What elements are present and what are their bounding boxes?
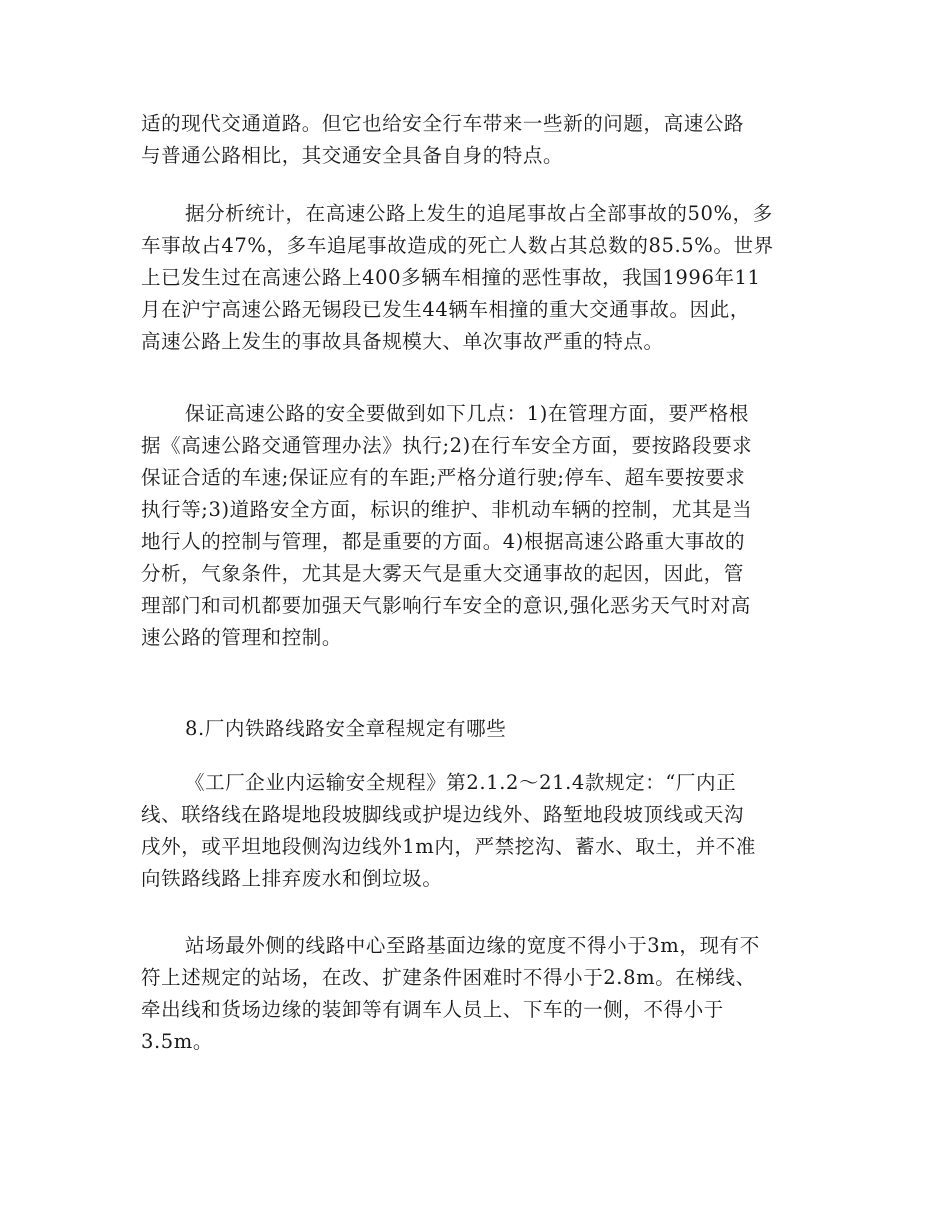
- paragraph-1: [141, 108, 811, 172]
- paragraph-2: [141, 198, 811, 358]
- text-line: 牵出线和货场边缘的装卸等有调车人员上、下车的一侧，不得小于: [141, 998, 724, 1021]
- text-line: 车事故占47%，多车追尾事故造成的死亡人数占其总数的85.5%。世界: [141, 234, 774, 257]
- text-line: 适的现代交通道路。但它也给安全行车带来一些新的问题，高速公路: [141, 112, 745, 135]
- paragraph-3: [141, 398, 811, 654]
- text-line: 地行人的控制与管理，都是重要的方面。4)根据高速公路重大事故的: [141, 530, 746, 553]
- text-line: 符上述规定的站场，在改、扩建条件困难时不得小于2.8m。在梯线、: [141, 966, 756, 989]
- text-line: 月在沪宁高速公路无锡段已发生44辆车相撞的重大交通事故。因此，: [141, 298, 750, 321]
- text-line: 向铁路线路上排弃废水和倒垃圾。: [141, 867, 443, 890]
- text-line: 3.5m。: [141, 1030, 214, 1053]
- paragraph-6: [141, 930, 811, 1058]
- text-line: 保证高速公路的安全要做到如下几点：1)在管理方面，要严格根: [185, 402, 749, 425]
- text-line: 站场最外侧的线路中心至路基面边缘的宽度不得小于3m，现有不: [185, 934, 760, 957]
- text-line: 分析，气象条件，尤其是大雾天气是重大交通事故的起因，因此，管: [141, 562, 745, 585]
- text-line: 《工厂企业内运输安全规程》第2.1.2～21.4款规定：“厂内正: [185, 771, 737, 794]
- text-line: 执行等;3)道路安全方面，标识的维护、非机动车辆的控制，尤其是当: [141, 498, 753, 521]
- heading-line: 8.厂内铁路线路安全章程规定有哪些: [185, 717, 507, 740]
- text-line: 速公路的管理和控制。: [141, 626, 343, 649]
- text-line: 理部门和司机都要加强天气影响行车安全的意识,强化恶劣天气时对高: [141, 594, 751, 617]
- text-line: 戌外，或平坦地段侧沟边线外1m内，严禁挖沟、蓄水、取土，并不准: [141, 835, 756, 858]
- text-line: 据《高速公路交通管理办法》执行;2)在行车安全方面，要按路段要求: [141, 434, 753, 457]
- text-line: 与普通公路相比，其交通安全具备自身的特点。: [141, 144, 564, 167]
- section-heading: [141, 713, 811, 745]
- text-line: 高速公路上发生的事故具备规模大、单次事故严重的特点。: [141, 330, 664, 353]
- text-line: 线、联络线在路堤地段坡脚线或护堤边线外、路堑地段坡顶线或天沟: [141, 803, 745, 826]
- text-line: 据分析统计，在高速公路上发生的追尾事故占全部事故的50%，多: [185, 202, 773, 225]
- paragraph-5: [141, 767, 811, 895]
- text-line: 上已发生过在高速公路上400多辆车相撞的恶性事故，我国1996年11: [141, 266, 761, 289]
- text-line: 保证合适的车速;保证应有的车距;严格分道行驶;停车、超车要按要求: [141, 466, 746, 489]
